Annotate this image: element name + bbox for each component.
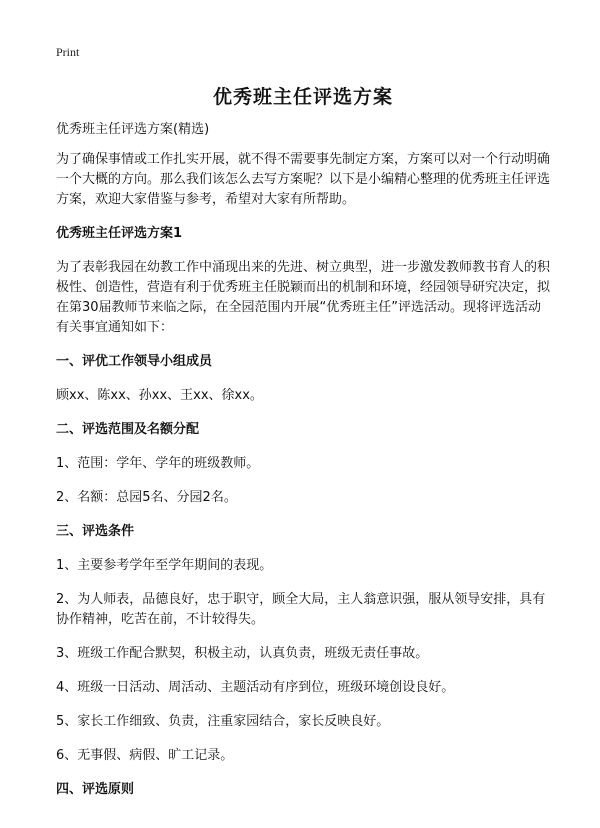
section2-heading: 二、评选范围及名额分配 bbox=[56, 422, 200, 437]
section4-heading: 四、评选原则 bbox=[56, 782, 135, 797]
section3-item: 3、班级工作配合默契，积极主动，认真负责，班级无责任事故。 bbox=[56, 646, 429, 661]
plan1-paragraph: 为了表彰我园在幼教工作中涌现出来的先进、树立典型，进一步激发教师教书育人的积极性、创造性，营造有利于优秀班主任脱颖而出的机制和环境，经园领导研究决定，拟在第30届教师节来临之际，在全园范围内开展“优秀班主任”评选活动。现将评选活动有关事宜通知如下： bbox=[56, 260, 551, 335]
plan1-heading: 优秀班主任评选方案1 bbox=[56, 226, 183, 241]
section3-item: 1、主要参考学年至学年期间的表现。 bbox=[56, 558, 273, 573]
section3-item: 6、无事假、病假、旷工记录。 bbox=[56, 748, 234, 763]
section3-item: 2、为人师表，品德良好，忠于职守，顾全大局，主人翁意识强，服从领导安排，具有协作精神，吃苦在前，不计较得失。 bbox=[56, 592, 546, 627]
intro-paragraph: 为了确保事情或工作扎实开展，就不得不需要事先制定方案，方案可以对一个行动明确一个大概的方向。那么我们该怎么去写方案呢？以下是小编精心整理的优秀班主任评选方案，欢迎大家借鉴与参考，希望对大家有所帮助。 bbox=[56, 152, 551, 207]
print-label[interactable]: Print bbox=[56, 45, 80, 59]
section3-item: 4、班级一日活动、周活动、主题活动有序到位，班级环境创设良好。 bbox=[56, 680, 455, 695]
document-body bbox=[56, 120, 550, 814]
document-subtitle: 优秀班主任评选方案(精选) bbox=[56, 122, 210, 137]
section3-item: 5、家长工作细致、负责，注重家园结合，家长反映良好。 bbox=[56, 714, 390, 729]
section3-heading: 三、评选条件 bbox=[56, 524, 135, 539]
section2-item: 2、名额：总园5名、分园2名。 bbox=[56, 490, 237, 505]
page-title: 优秀班主任评选方案 bbox=[212, 86, 393, 108]
section1-heading: 一、评优工作领导小组成员 bbox=[56, 354, 213, 369]
section2-item: 1、范围：学年、学年的班级教师。 bbox=[56, 456, 260, 471]
section1-members: 顾xx、陈xx、孙xx、王xx、徐xx。 bbox=[56, 388, 263, 403]
